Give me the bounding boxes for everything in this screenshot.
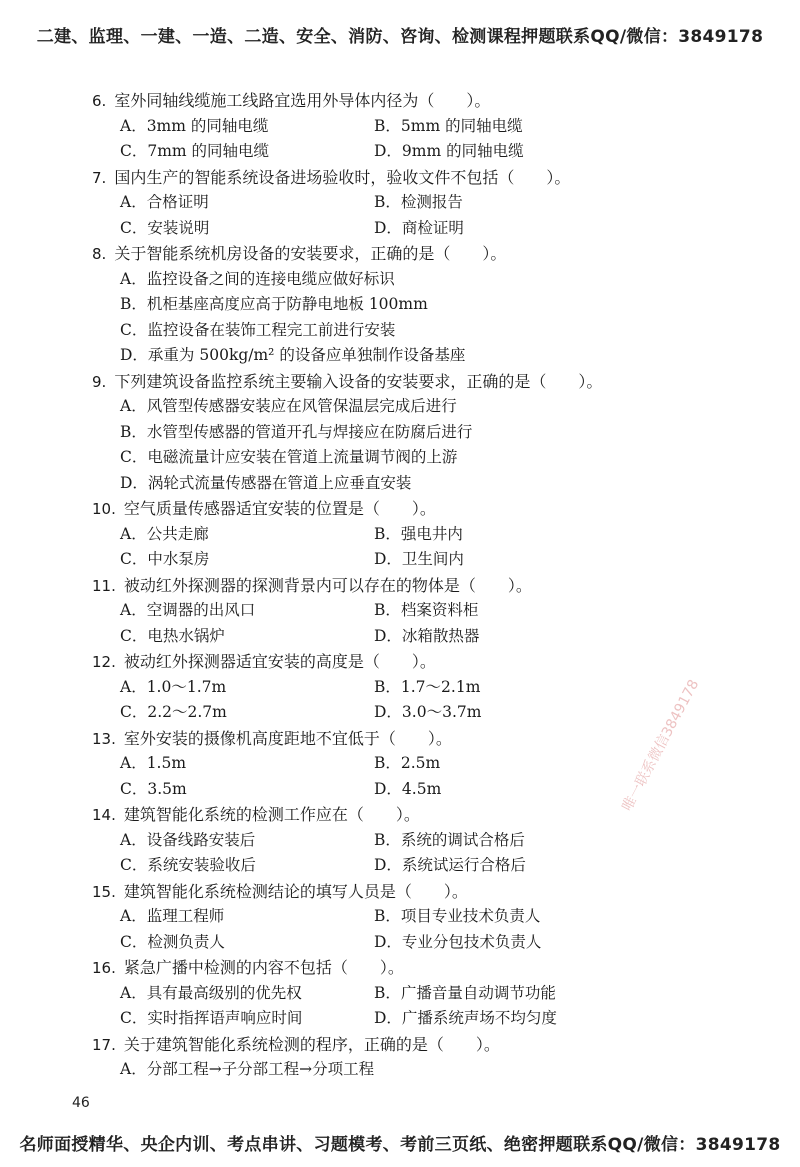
answer-option: B．水管型传感器的管道开孔与焊接应在防腐后进行 [120,422,473,441]
watermark: 唯一联系微信3849178 [619,677,703,814]
question-text: 国内生产的智能系统设备进场验收时，验收文件不包括（ ）。 [114,167,571,187]
option-group [92,267,732,369]
question-text: 空气质量传感器适宜安装的位置是（ ）。 [123,499,436,518]
question [92,1032,732,1083]
question-number: 16. [92,959,116,977]
question-text: 下列建筑设备监控系统主要输入设备的安装要求，正确的是（ ）。 [114,371,603,391]
answer-option: D．商检证明 [374,218,464,237]
option-group [92,522,732,573]
question-stem [92,726,732,752]
answer-option: C．实时指挥语声响应时间 [120,1009,303,1027]
answer-option: A．监控设备之间的连接电缆应做好标识 [120,269,395,288]
answer-option: D．冰箱散热器 [374,626,480,645]
question [92,496,732,573]
option-group [92,114,732,165]
answer-option: A．分部工程→子分部工程→分项工程 [120,1060,375,1078]
answer-option: A．设备线路安装后 [120,830,256,849]
question-text: 室外安装的摄像机高度距地不宜低于（ ）。 [123,728,452,748]
answer-option: C．电磁流量计应安装在管道上流量调节阀的上游 [120,448,458,466]
question [92,241,732,369]
question [92,369,732,497]
question-text: 室外同轴线缆施工线路宜选用外导体内径为（ ）。 [114,91,491,110]
page-number: 46 [72,1095,90,1111]
option-group [92,190,732,241]
question-stem [92,241,732,267]
answer-option: D．卫生间内 [374,550,464,568]
question-text: 关于建筑智能化系统检测的程序，正确的是（ ）。 [123,1034,500,1054]
question-stem [92,165,732,191]
question-number: 6. [92,92,107,110]
question-number: 11. [92,576,116,595]
question-text: 被动红外探测器的探测背景内可以存在的物体是（ ）。 [123,575,532,595]
answer-option: D．4.5m [374,779,442,798]
answer-option: A．1.0～1.7m [120,677,227,696]
question [92,879,732,956]
footer-banner: 名师面授精华、央企内训、考点串讲、习题模考、考前三页纸、绝密押题联系QQ/微信：3849178 [19,1135,781,1155]
option-group [92,675,732,726]
answer-option: C．检测负责人 [120,932,225,951]
question [92,88,732,165]
answer-option: A．风管型传感器安装应在风管保温层完成后进行 [120,397,457,415]
answer-option: A．3mm 的同轴电缆 [120,116,269,135]
question-stem [92,496,732,522]
question-text: 紧急广播中检测的内容不包括（ ）。 [123,958,404,977]
question-list [92,88,732,1083]
question-number: 15. [92,882,116,901]
answer-option: A．公共走廊 [120,524,209,543]
answer-option: D．广播系统声场不均匀度 [374,1009,557,1027]
answer-option: C．安装说明 [120,218,210,237]
option-group [92,828,732,879]
answer-option: A．1.5m [120,754,187,772]
answer-option: B．系统的调试合格后 [374,830,525,849]
answer-option: D．承重为 500kg/m² 的设备应单独制作设备基座 [120,346,466,364]
question [92,955,732,1032]
question-stem [92,88,732,114]
question [92,802,732,879]
answer-option: B．2.5m [374,754,441,772]
question-number: 8. [92,245,107,263]
answer-option: A．监理工程师 [120,907,225,925]
answer-option: A．合格证明 [120,193,209,211]
option-group [92,394,732,496]
answer-option: C．7mm 的同轴电缆 [120,142,270,160]
question [92,726,732,803]
question-text: 建筑智能化系统检测结论的填写人员是（ ）。 [123,881,468,901]
answer-option: B．广播音量自动调节功能 [374,983,556,1002]
question-number: 14. [92,806,116,824]
question-text: 建筑智能化系统的检测工作应在（ ）。 [123,805,420,824]
option-group [92,598,732,649]
answer-option: C．中水泵房 [120,550,210,568]
question-number: 12. [92,653,116,671]
question-number: 10. [92,500,116,518]
question-stem [92,879,732,905]
question-number: 13. [92,729,116,748]
answer-option: C．系统安装验收后 [120,856,256,874]
option-group [92,904,732,955]
answer-option: B．项目专业技术负责人 [374,907,541,925]
answer-option: B．5mm 的同轴电缆 [374,116,523,135]
answer-option: C．2.2～2.7m [120,703,227,721]
answer-option: D．专业分包技术负责人 [374,932,542,951]
answer-option: B．强电井内 [374,524,463,543]
header-banner: 二建、监理、一建、一造、二造、安全、消防、咨询、检测课程押题联系QQ/微信：3849178 [36,27,764,47]
question-text: 被动红外探测器适宜安装的高度是（ ）。 [123,652,436,671]
question [92,649,732,726]
answer-option: B．1.7～2.1m [374,677,481,696]
option-group [92,981,732,1032]
question [92,573,732,650]
answer-option: A．具有最高级别的优先权 [120,983,302,1002]
question-number: 7. [92,168,107,187]
answer-option: C．电热水锅炉 [120,626,225,645]
question-stem [92,1032,732,1058]
answer-option: D．9mm 的同轴电缆 [374,142,524,160]
question-stem [92,369,732,395]
answer-option: D．涡轮式流量传感器在管道上应垂直安装 [120,473,412,492]
question-stem [92,649,732,675]
answer-option: B．档案资料柜 [374,601,479,619]
answer-option: C．监控设备在装饰工程完工前进行安装 [120,320,396,339]
question-text: 关于智能系统机房设备的安装要求，正确的是（ ）。 [114,244,507,263]
question-stem [92,573,732,599]
question-stem [92,955,732,981]
answer-option: D．系统试运行合格后 [374,856,526,874]
answer-option: A．空调器的出风口 [120,601,256,619]
question-number: 17. [92,1035,116,1054]
question-number: 9. [92,372,107,391]
question-stem [92,802,732,828]
option-group [92,1057,732,1083]
answer-option: B．机柜基座高度应高于防静电地板 100mm [120,295,428,313]
option-group [92,751,732,802]
answer-option: D．3.0～3.7m [374,703,482,721]
answer-option: B．检测报告 [374,193,463,211]
question [92,165,732,242]
answer-option: C．3.5m [120,779,187,798]
